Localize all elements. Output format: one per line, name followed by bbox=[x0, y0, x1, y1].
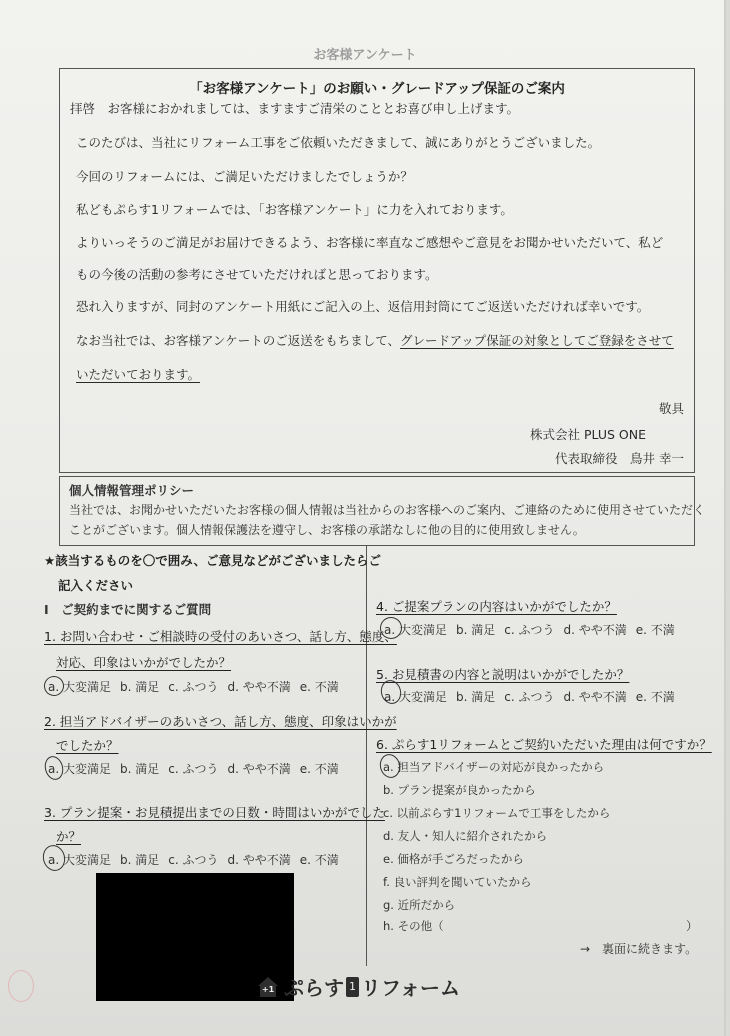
question-6: 6. ぷらす1リフォームとご契約いただいた理由は何ですか？ bbox=[376, 737, 712, 752]
reason-option-g[interactable]: g. 近所だから bbox=[383, 898, 456, 912]
question-5: 5. お見積書の内容と説明はいかがでしたか？ bbox=[376, 667, 630, 682]
letter-line: もの今後の活動の参考にさせていただければと思っております。 bbox=[76, 267, 438, 282]
document-title: お客様アンケート bbox=[313, 48, 417, 63]
reason-option-h[interactable]: h. その他（ bbox=[383, 919, 444, 933]
option-b[interactable]: b. 満足 bbox=[119, 680, 160, 694]
reason-option-a[interactable]: a. 担当アドバイザーの対応が良かったから bbox=[383, 760, 605, 774]
letter-line: 私どもぷらす1リフォームでは、「お客様アンケート」に力を入れております。 bbox=[76, 202, 513, 217]
question-4: 4. ご提案プランの内容はいかがでしたか？ bbox=[376, 599, 617, 614]
reason-option-b[interactable]: b. プラン提案が良かったから bbox=[383, 783, 536, 797]
selected-circle-mark bbox=[377, 752, 403, 780]
letter-line: 今回のリフォームには、ご満足いただけましたでしょうか？ bbox=[76, 169, 413, 184]
option-c[interactable]: c. ふつう bbox=[504, 690, 555, 704]
question-4-options[interactable] bbox=[384, 621, 684, 638]
option-a[interactable]: a. 大変満足 bbox=[384, 623, 447, 637]
representative-name: 代表取締役 鳥井 幸一 bbox=[555, 451, 684, 466]
option-e[interactable]: e. 不満 bbox=[299, 853, 339, 867]
question-3: 3. プラン提案・お見積提出までの日数・時間はいかがでした bbox=[44, 805, 385, 820]
letter-line: 拝啓 お客様におかれましては、ますますご清栄のこととお喜び申し上げます。 bbox=[70, 101, 520, 116]
letter-line: 恐れ入りますが、同封のアンケート用紙にご記入の上、返信用封筒にてご返送いただければ幸いです。 bbox=[76, 299, 650, 314]
instructions: ★該当するものを〇で囲み、ご意見などがございましたらご bbox=[44, 553, 381, 568]
privacy-policy-box bbox=[59, 476, 706, 546]
option-e[interactable]: e. 不満 bbox=[299, 680, 339, 694]
option-c[interactable]: c. ふつう bbox=[504, 623, 555, 637]
question-3-cont: か？ bbox=[56, 829, 82, 844]
continue-note: → 裏面に続きます。 bbox=[580, 942, 698, 956]
logo-text-suffix: リフォーム bbox=[361, 976, 460, 1000]
letter-line bbox=[76, 331, 674, 349]
option-a[interactable]: a. 大変満足 bbox=[384, 690, 447, 704]
option-c[interactable]: c. ふつう bbox=[168, 762, 219, 776]
question-2: 2. 担当アドバイザーのあいさつ、話し方、態度、印象はいかが bbox=[44, 714, 397, 729]
logo-one-mark: 1 bbox=[346, 977, 359, 997]
letter-line: よりいっそうのご満足がお届けできるよう、お客様に率直なご感想やご意見をお聞かせいただいて、私ど bbox=[76, 235, 664, 250]
question-1-options[interactable] bbox=[48, 678, 348, 695]
upgrade-guarantee-underlined-cont: いただいております。 bbox=[76, 367, 201, 382]
svg-text:+1: +1 bbox=[261, 984, 275, 994]
question-2-options[interactable] bbox=[48, 760, 348, 777]
logo-text-prefix: ぷらす bbox=[284, 976, 344, 1000]
closing-keigu: 敬具 bbox=[658, 401, 684, 416]
option-e[interactable]: e. 不満 bbox=[299, 762, 339, 776]
option-d[interactable]: d. やや不満 bbox=[563, 623, 627, 637]
option-d[interactable]: d. やや不満 bbox=[227, 680, 291, 694]
section-title: Ⅰ ご契約までに関するご質問 bbox=[44, 602, 212, 617]
question-1: 1. お問い合わせ・ご相談時の受付のあいさつ、話し方、態度、 bbox=[44, 629, 397, 644]
reason-option-c[interactable]: c. 以前ぷらす1リフォームで工事をしたから bbox=[383, 806, 611, 820]
option-c[interactable]: c. ふつう bbox=[168, 680, 219, 694]
question-5-options[interactable] bbox=[384, 688, 684, 705]
house-logo-icon bbox=[257, 976, 279, 998]
option-b[interactable]: b. 満足 bbox=[455, 623, 496, 637]
company-name: 株式会社 PLUS ONE bbox=[530, 427, 646, 442]
letter-line: このたびは、当社にリフォーム工事をご依頼いただきまして、誠にありがとうございました。 bbox=[76, 135, 601, 150]
letter-box bbox=[59, 68, 695, 473]
option-b[interactable]: b. 満足 bbox=[455, 690, 496, 704]
option-d[interactable]: d. やや不満 bbox=[227, 853, 291, 867]
letter-heading: 「お客様アンケート」のお願い・グレードアップ保証のご案内 bbox=[189, 81, 565, 97]
option-d[interactable]: d. やや不満 bbox=[563, 690, 627, 704]
option-a[interactable]: a. 大変満足 bbox=[48, 762, 111, 776]
privacy-policy-title: 個人情報管理ポリシー bbox=[69, 483, 195, 498]
question-2-cont: でしたか？ bbox=[56, 738, 119, 753]
column-divider bbox=[366, 546, 367, 966]
letter-line-prefix: なお当社では、お客様アンケートのご返送をもちまして、 bbox=[76, 333, 401, 348]
faint-stamp-mark bbox=[8, 970, 34, 1002]
privacy-policy-text: 当社では、お聞かせいただいたお客様の個人情報は当社からのお客様へのご案内、ご連絡のために使用させていただく bbox=[69, 503, 706, 517]
other-close-paren: ） bbox=[686, 919, 699, 933]
privacy-policy-text: ことがございます。個人情報保護法を遵守し、お客様の承諾なしに他の目的に使用致しません。 bbox=[69, 523, 585, 537]
question-1-cont: 対応、印象はいかがでしたか？ bbox=[56, 655, 232, 670]
option-e[interactable]: e. 不満 bbox=[635, 690, 675, 704]
reason-option-d[interactable]: d. 友人・知人に紹介されたから bbox=[383, 829, 548, 843]
option-e[interactable]: e. 不満 bbox=[635, 623, 675, 637]
instructions-cont: 記入ください bbox=[58, 578, 134, 593]
option-c[interactable]: c. ふつう bbox=[168, 853, 219, 867]
company-logo bbox=[257, 972, 460, 1001]
option-a[interactable]: a. 大変満足 bbox=[48, 853, 111, 867]
reason-option-f[interactable]: f. 良い評判を聞いていたから bbox=[383, 875, 532, 889]
selected-circle-mark bbox=[42, 754, 66, 782]
question-3-options[interactable] bbox=[48, 851, 348, 868]
option-b[interactable]: b. 満足 bbox=[119, 762, 160, 776]
option-d[interactable]: d. やや不満 bbox=[227, 762, 291, 776]
upgrade-guarantee-underlined: グレードアップ保証の対象としてご登録をさせて bbox=[400, 333, 674, 348]
selected-circle-mark bbox=[40, 843, 68, 874]
option-b[interactable]: b. 満足 bbox=[119, 853, 160, 867]
option-a[interactable]: a. 大変満足 bbox=[48, 680, 111, 694]
reason-option-e[interactable]: e. 価格が手ごろだったから bbox=[383, 852, 524, 866]
